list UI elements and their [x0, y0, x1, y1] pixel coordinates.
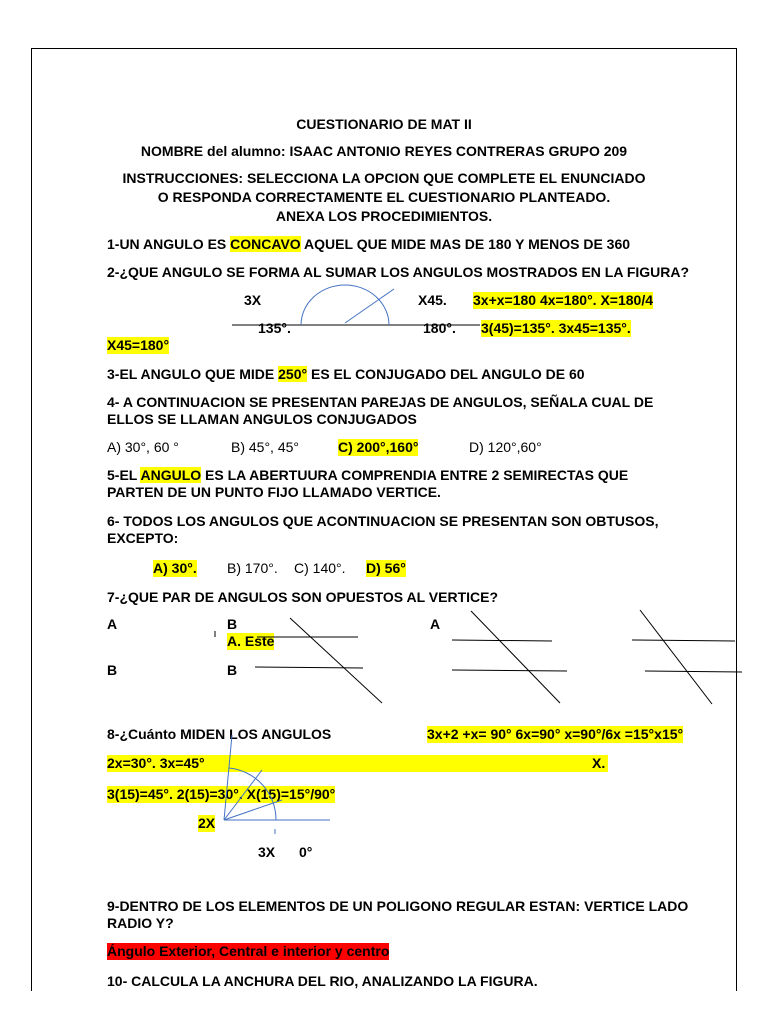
question-5-line-1: 5-EL ANGULO ES LA ABERTUURA COMPRENDIA ENTRE 2 SEMIRECTAS QUE [107, 467, 629, 483]
question-4-line-1: 4- A CONTINUACION SE PRESENTAN PAREJAS DE ANGULOS, SEÑALA CUAL DE [107, 394, 654, 410]
question-7: 7-¿QUE PAR DE ANGULOS SON OPUESTOS AL VERTICE? [107, 589, 499, 605]
label-a: A [430, 616, 441, 632]
instructions-line-2: O RESPONDA CORRECTAMENTE EL CUESTIONARIO PLANTEADO. [157, 189, 611, 205]
parallel-line-bottom [255, 667, 363, 668]
label-a: A [107, 616, 118, 632]
label-b: B [107, 662, 118, 678]
label-3x: 3X [244, 292, 262, 308]
parallel-line-top [632, 640, 735, 641]
q2-angle-figure [232, 285, 480, 325]
instructions-line-1: INSTRUCCIONES: SELECCIONA LA OPCION QUE COMPLETE EL ENUNCIADO [122, 170, 646, 186]
option-a: A) 30°, 60 ° [107, 439, 179, 455]
option-d-answer: D) 56° [366, 560, 406, 576]
label-180: 180°. [423, 320, 456, 336]
question-4-line-2: ELLOS SE LLAMAN ANGULOS CONJUGADOS [107, 411, 417, 427]
question-3: 3-EL ANGULO QUE MIDE 250° ES EL CONJUGADO DEL ANGULO DE 60 [107, 366, 585, 382]
option-b: B) 45°, 45° [231, 439, 300, 455]
label-x45: X45. [418, 292, 447, 308]
option-c: C) 140°. [294, 560, 346, 576]
question-5-line-2: PARTEN DE UN PUNTO FIJO LLAMADO VERTICE. [107, 484, 441, 500]
question-2: 2-¿QUE ANGULO SE FORMA AL SUMAR LOS ANGULOS MOSTRADOS EN LA FIGURA? [107, 264, 690, 280]
q7-figure-3 [632, 610, 742, 704]
question-9-line-1: 9-DENTRO DE LOS ELEMENTOS DE UN POLIGONO REGULAR ESTAN: VERTICE LADO [107, 898, 689, 914]
q7-figure-1 [215, 618, 382, 703]
question-9-line-2: RADIO Y? [107, 915, 174, 931]
instructions-line-3: ANEXA LOS PROCEDIMIENTOS. [275, 208, 493, 224]
document-title: CUESTIONARIO DE MAT II [296, 116, 472, 132]
q8-arc [229, 768, 276, 820]
answer-highlight: ANGULO [140, 467, 202, 483]
question-10: 10- CALCULA LA ANCHURA DEL RIO, ANALIZANDO LA FIGURA. [107, 973, 538, 989]
transversal [640, 610, 712, 704]
answer-highlight: 250° [278, 366, 308, 382]
label-135: 135°. [258, 320, 291, 336]
label-0-degrees: 0° [299, 844, 313, 860]
q2-arc [301, 285, 389, 325]
transversal [471, 611, 560, 703]
work-line-2: 3(45)=135°. 3x45=135°. [481, 320, 631, 336]
label-b: B [227, 662, 238, 678]
parallel-line-bottom [645, 671, 742, 672]
answer-highlight: CONCAVO [230, 236, 301, 252]
question-6-line-2: EXCEPTO: [107, 530, 179, 546]
label-2x: 2X [198, 815, 216, 831]
option-d: D) 120°,60° [469, 439, 542, 455]
parallel-line-top [452, 640, 552, 641]
q7-figure-2 [452, 611, 567, 703]
q8-ray-vertical [224, 735, 232, 820]
student-line: NOMBRE del alumno: ISAAC ANTONIO REYES CONTRERAS GRUPO 209 [140, 143, 628, 159]
option-c-answer: C) 200°,160° [338, 439, 419, 455]
question-6-line-1: 6- TODOS LOS ANGULOS QUE ACONTINUACION SE PRESENTAN SON OBTUSOS, [107, 513, 659, 529]
q8-ray-middle [224, 770, 262, 820]
question-8: 8-¿Cuánto MIDEN LOS ANGULOS [107, 726, 332, 742]
answer-red-highlight: Ángulo Exterior, Central e interior y centro [107, 943, 390, 959]
parallel-line-bottom [452, 670, 567, 671]
transversal [290, 618, 382, 703]
option-a-answer: A) 30°. [153, 560, 197, 576]
work-line-3: X45=180° [107, 337, 170, 353]
work-line-1: 3x+2 +x= 90° 6x=90° x=90°/6x =15°x15° [427, 726, 684, 742]
work-line-1: 3x+x=180 4x=180°. X=180/4 [473, 292, 653, 308]
question-1: 1-UN ANGULO ES CONCAVO AQUEL QUE MIDE MAS DE 180 Y MENOS DE 360 [107, 236, 631, 252]
q2-ray [345, 289, 394, 323]
option-b: B) 170°. [227, 560, 278, 576]
work-line-2: 2x=30°. 3x=45° X. [107, 755, 608, 772]
q8-angle-figure [224, 735, 330, 834]
answer-highlight: A. Este [227, 633, 275, 649]
label-b: B [227, 616, 238, 632]
work-line-3: 3(15)=45°. 2(15)=30°. X(15)=15°/90° [107, 786, 336, 802]
label-3x: 3X [258, 844, 276, 860]
